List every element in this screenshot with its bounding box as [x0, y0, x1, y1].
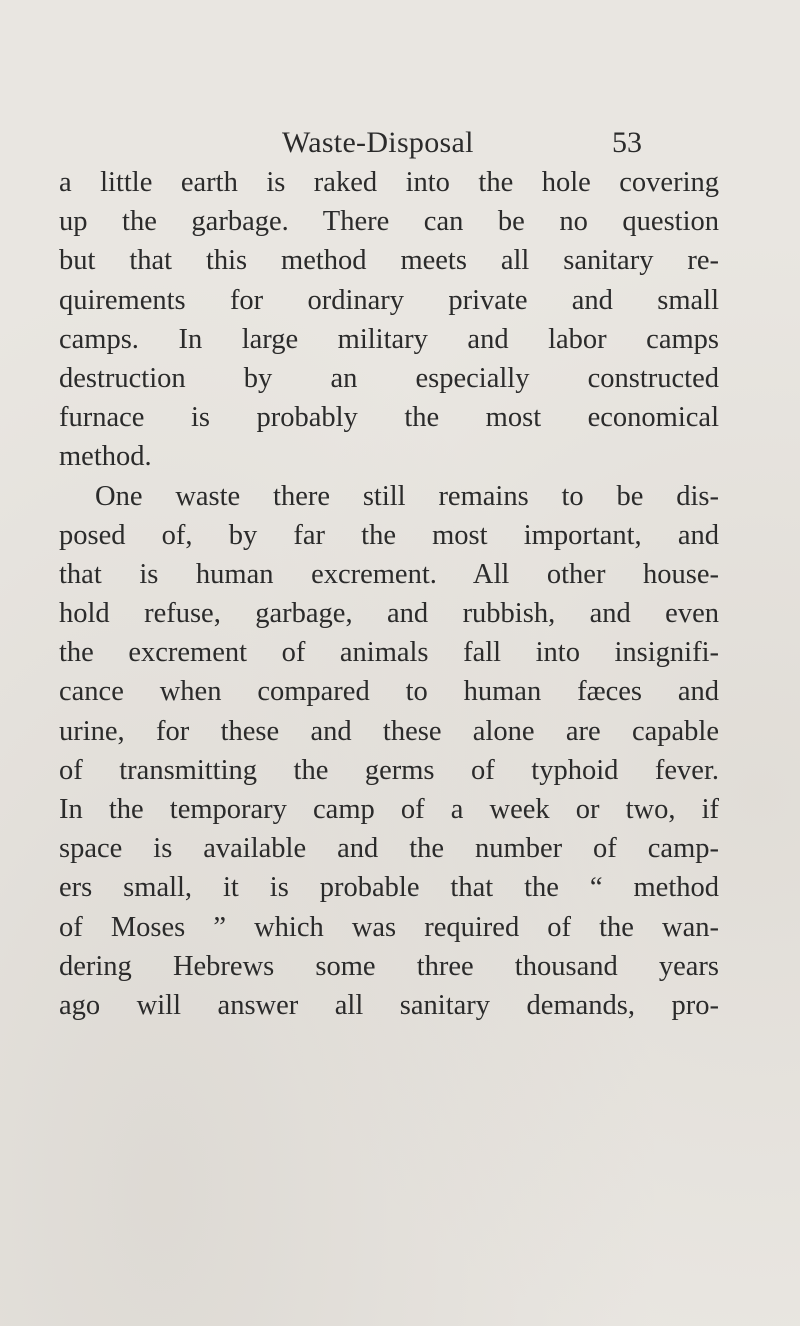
text-line: In the temporary camp of a week or two, if	[59, 794, 719, 825]
text-line: the excrement of animals fall into insignifi-	[59, 637, 719, 669]
page-number: 53	[612, 126, 642, 159]
text-line: ago will answer all sanitary demands, pro-	[59, 989, 719, 1021]
text-line: of transmitting the germs of typhoid fever.	[59, 754, 719, 786]
text-line: quirements for ordinary private and small	[59, 284, 719, 316]
text-line: cance when compared to human fæces and	[59, 676, 719, 708]
text-line: a little earth is raked into the hole covering	[59, 167, 719, 198]
running-title: Waste-Disposal	[282, 126, 474, 159]
text-line: furnace is probably the most economical	[59, 402, 719, 434]
text-line: camps. In large military and labor camps	[59, 323, 719, 355]
text-line: destruction by an especially constructed	[59, 362, 719, 394]
text-line: of Moses ” which was required of the wan-	[59, 911, 719, 943]
body-text	[59, 163, 719, 1025]
page-header	[0, 118, 800, 168]
text-line: One waste there still remains to be dis-	[95, 480, 719, 512]
text-line: posed of, by far the most important, and	[59, 519, 719, 551]
text-line: but that this method meets all sanitary re-	[59, 245, 719, 277]
text-line: up the garbage. There can be no question	[59, 206, 719, 238]
text-line: hold refuse, garbage, and rubbish, and even	[59, 598, 719, 630]
text-line: space is available and the number of camp-	[59, 833, 719, 865]
text-line: urine, for these and these alone are capable	[59, 715, 719, 747]
text-line: that is human excrement. All other house-	[59, 558, 719, 590]
text-line: method.	[59, 441, 152, 473]
text-line: dering Hebrews some three thousand years	[59, 950, 719, 982]
text-line: ers small, it is probable that the “ method	[59, 872, 719, 904]
